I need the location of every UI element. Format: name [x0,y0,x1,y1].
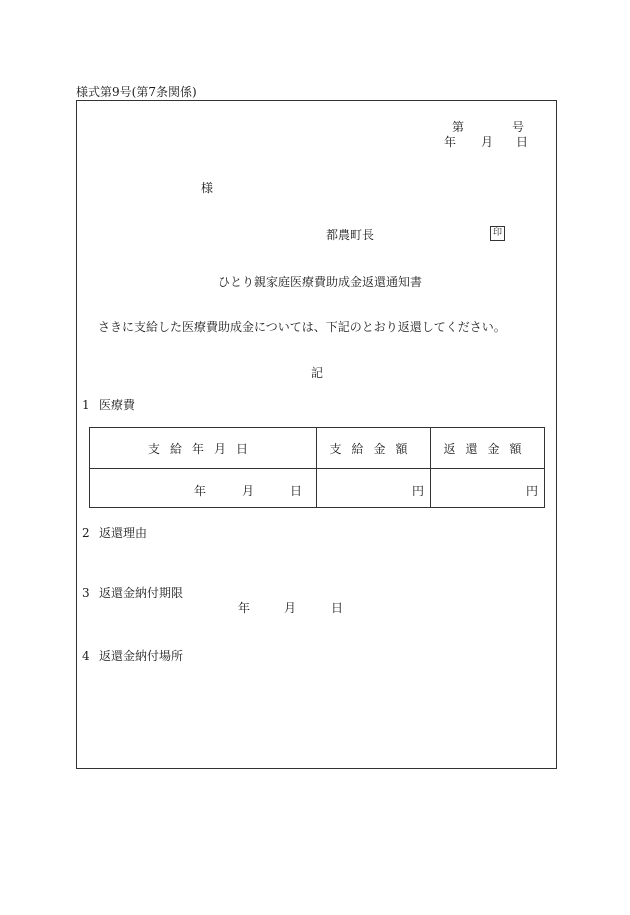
number-go: 号 [512,120,525,134]
deadline-day: 日 [331,601,344,615]
ki-heading: 記 [311,366,324,380]
cell-day: 日 [290,484,303,498]
header-refund-amount: 返還金額 [431,428,545,469]
cell-payment-date[interactable] [90,469,317,508]
section-1-number: 1 [82,398,90,412]
header-payment-amount: 支給金額 [317,428,431,469]
number-dai: 第 [452,120,465,134]
form-number-label: 様式第9号(第7条関係) [76,85,197,99]
table-header-row [90,428,545,469]
table-row [90,469,545,508]
section-4-number: 4 [82,649,90,663]
deadline-month: 月 [284,601,297,615]
header-payment-date: 支給年月日 [90,428,317,469]
section-2-number: 2 [82,526,90,540]
deadline-year: 年 [238,601,251,615]
section-3-number: 3 [82,586,90,600]
issuer-name: 都農町長 [326,228,375,242]
document-title: ひとり親家庭医療費助成金返還通知書 [218,275,423,289]
date-day: 日 [516,135,529,149]
cell-year: 年 [194,484,207,498]
date-year: 年 [444,135,457,149]
cell-month: 月 [242,484,255,498]
cell-yen-1: 円 [411,484,424,498]
seal-stamp: 印 [490,226,505,241]
section-4-label: 返還金納付場所 [99,649,184,663]
medical-expense-table [89,427,545,508]
cell-yen-2: 円 [525,484,538,498]
cell-refund-amount[interactable] [431,469,545,508]
body-text: さきに支給した医療費助成金については、下記のとおり返還してください。 [98,320,506,334]
cell-payment-amount[interactable] [317,469,431,508]
date-month: 月 [481,135,494,149]
section-3-label: 返還金納付期限 [99,586,184,600]
section-2-label: 返還理由 [99,526,148,540]
section-1-label: 医療費 [99,398,136,412]
recipient-suffix: 様 [201,181,214,195]
